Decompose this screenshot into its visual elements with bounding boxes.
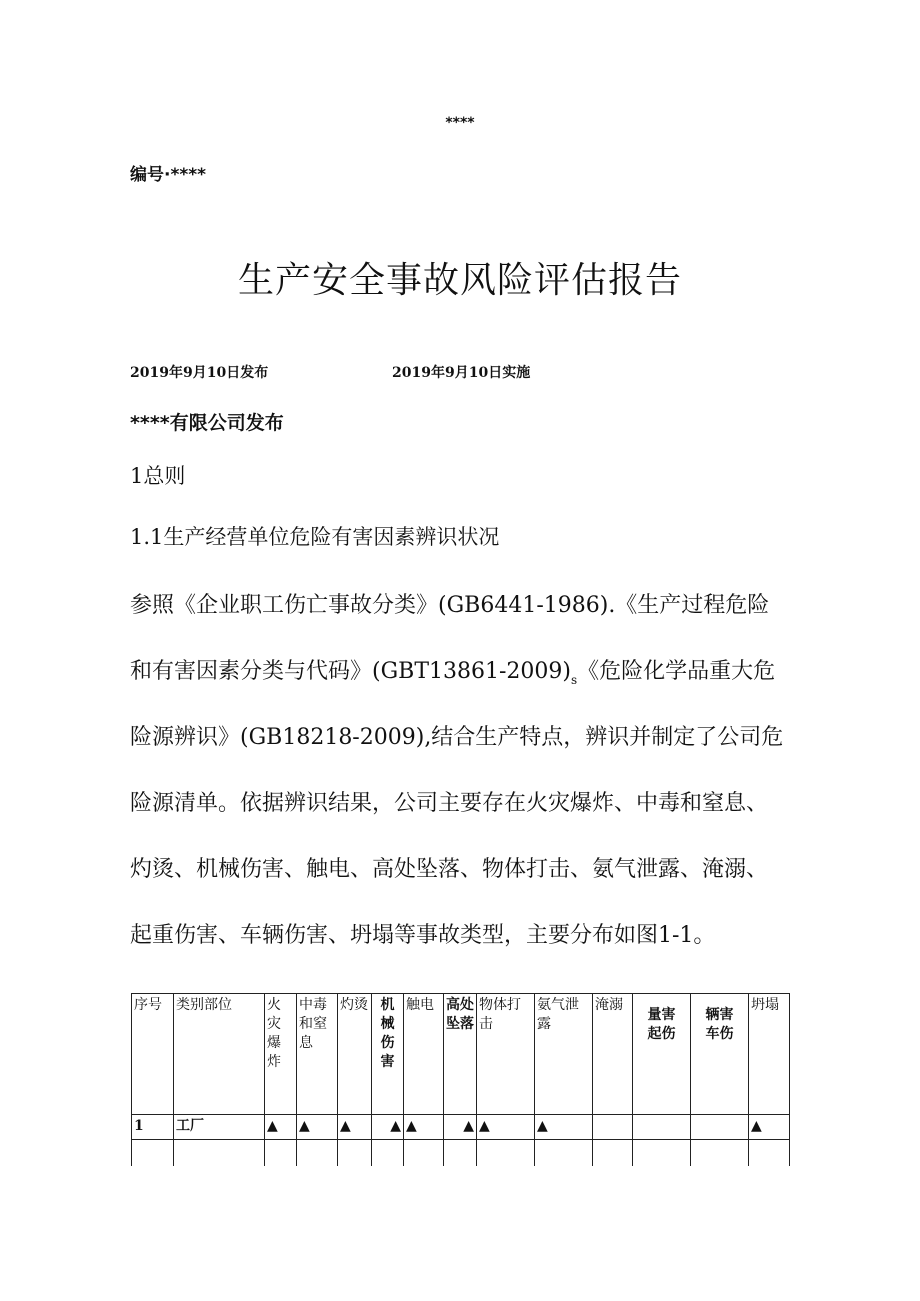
table-cell (372, 1140, 404, 1167)
table-cell (593, 1140, 633, 1167)
header-cell: 火灾爆炸 (265, 994, 297, 1115)
table-cell (404, 1140, 444, 1167)
paragraph-line: 灼烫、机械伤害、触电、高处坠落、物体打击、氨气泄露、淹溺、 (130, 857, 769, 882)
table-cell (633, 1115, 691, 1140)
table-cell: ▲ (749, 1115, 790, 1140)
hazard-distribution-table (131, 993, 790, 1166)
paragraph-fragment: 和有害因素分类与代码》(GBT13861-2009) (130, 659, 571, 684)
header-cell: 灼烫 (338, 994, 372, 1115)
table-cell (132, 1140, 174, 1167)
paragraph-line: 起重伤害、车辆伤害、坍塌等事故类型，主要分布如图1-1。 (130, 923, 716, 948)
top-mark: **** (445, 115, 475, 131)
header-cell: 氨气泄露 (535, 994, 593, 1115)
paragraph-line: 险源清单。依据辨识结果，公司主要存在火灾爆炸、中毒和窒息、 (130, 791, 769, 816)
table-cell (174, 1140, 265, 1167)
table-cell: ▲ (265, 1115, 297, 1140)
table-header-row (132, 994, 790, 1115)
table-cell (535, 1140, 593, 1167)
table-cell (338, 1140, 372, 1167)
subscript-mark: s (571, 673, 578, 687)
header-cell: 触电 (404, 994, 444, 1115)
header-cell: 类别部位 (174, 994, 265, 1115)
table-cell: ▲ (297, 1115, 338, 1140)
header-cell: 淹溺 (593, 994, 633, 1115)
section-heading: 1总则 (130, 464, 186, 488)
table-cell: ▲ (338, 1115, 372, 1140)
subsection-heading: 1.1生产经营单位危险有害因素辨识状况 (130, 525, 500, 549)
table-cell (633, 1140, 691, 1167)
table-cell (749, 1140, 790, 1167)
header-cell: 高处坠落 (444, 994, 477, 1115)
table-cell (477, 1140, 535, 1167)
table-cell (593, 1115, 633, 1140)
header-cell: 量害起伤 (633, 994, 691, 1115)
header-cell: 中毒和窒息 (297, 994, 338, 1115)
paragraph-line: 险源辨识》(GB18218-2009),结合生产特点，辨识并制定了公司危 (130, 725, 784, 750)
publish-date: 2019年9月10日发布 (130, 365, 269, 381)
table-row (132, 1115, 790, 1140)
paragraph-fragment: 《危险化学品重大危 (577, 659, 776, 684)
table-cell (444, 1140, 477, 1167)
table-cell (691, 1115, 749, 1140)
table-cell (691, 1140, 749, 1167)
table-cell: ▲ (404, 1115, 444, 1140)
table-cell: 工厂 (174, 1115, 265, 1140)
publisher-line: ****有限公司发布 (130, 412, 284, 434)
header-cell: 辆害车伤 (691, 994, 749, 1115)
paragraph-line: 参照《企业职工伤亡事故分类》(GB6441-1986).《生产过程危险 (130, 593, 770, 618)
table-row (132, 1140, 790, 1167)
paragraph-line (130, 654, 775, 687)
table-cell: 1 (132, 1115, 174, 1140)
table-cell: ▲ (535, 1115, 593, 1140)
header-cell: 序号 (132, 994, 174, 1115)
table-cell: ▲ (444, 1115, 477, 1140)
table-cell (297, 1140, 338, 1167)
header-cell: 机械伤害 (372, 994, 404, 1115)
header-cell: 坍塌 (749, 994, 790, 1115)
document-title: 生产安全事故风险评估报告 (237, 260, 682, 301)
effective-date: 2019年9月10日实施 (392, 365, 531, 381)
table-cell: ▲ (372, 1115, 404, 1140)
table-cell: ▲ (477, 1115, 535, 1140)
header-cell: 物体打击 (477, 994, 535, 1115)
table-cell (265, 1140, 297, 1167)
document-number: 编号·**** (130, 165, 207, 185)
